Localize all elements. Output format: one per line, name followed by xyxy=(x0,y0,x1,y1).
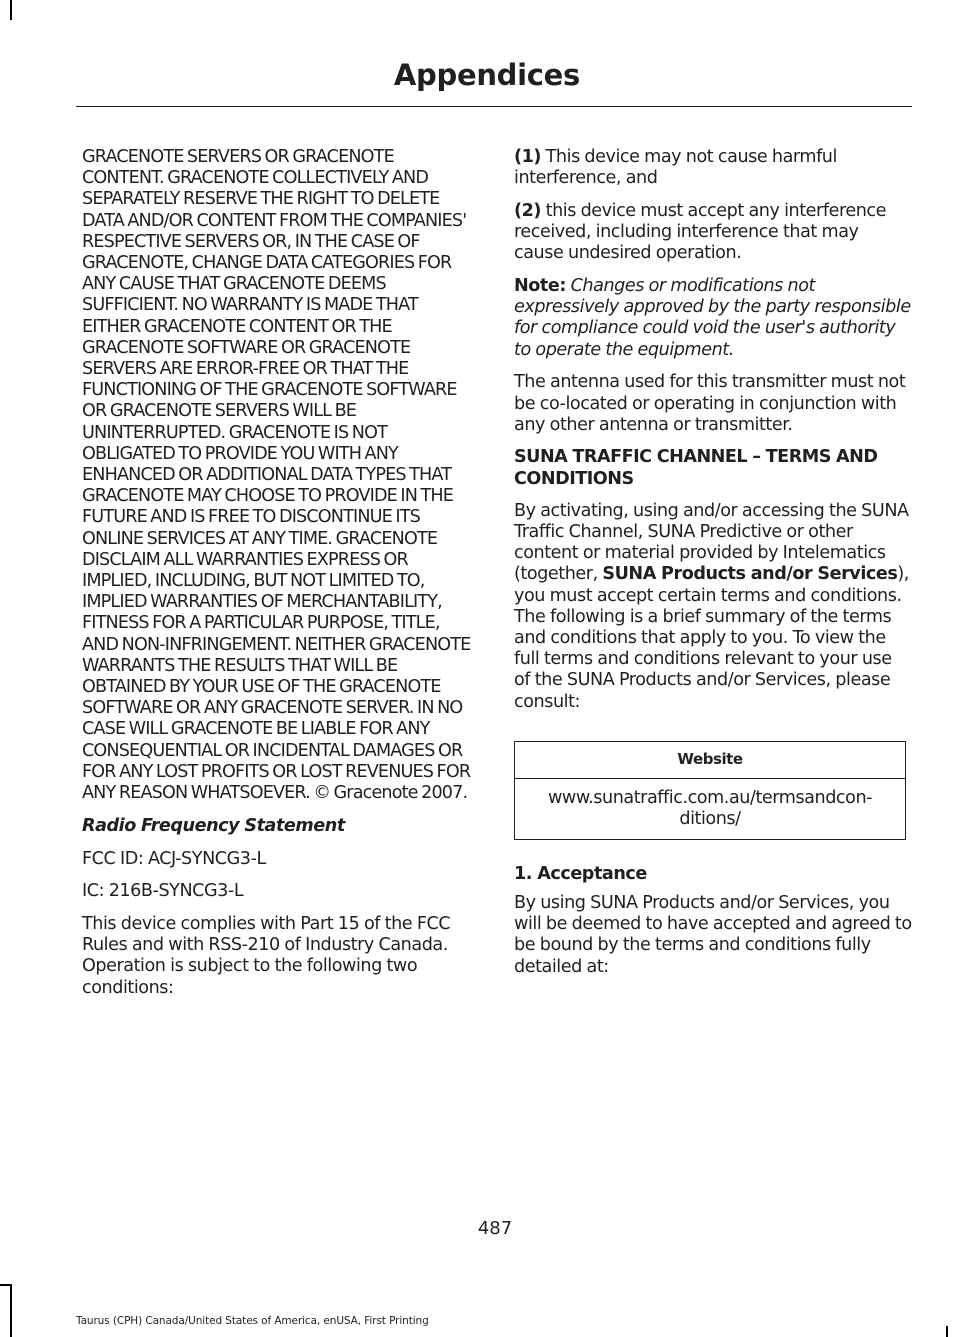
crop-mark-top-left xyxy=(10,0,12,20)
condition-2-text: this device must accept any interference received, including interference that may cause undesired operation. xyxy=(514,200,887,264)
condition-1 xyxy=(514,147,912,189)
suna-intro xyxy=(514,501,912,713)
page-number: 487 xyxy=(477,1218,513,1239)
crop-mark-bottom-left xyxy=(10,1284,12,1337)
website-table xyxy=(514,741,906,840)
crop-mark-bottom-right xyxy=(946,1326,948,1337)
condition-2-number: (2) xyxy=(514,200,541,221)
suna-intro-a: By activating, using and/or accessing the SUNA Traffic Channel, SUNA Predictive or other content or material provided by Intelematics (together, xyxy=(514,500,909,585)
website-table-header: Website xyxy=(515,741,906,778)
website-link[interactable]: www.sunatraffic.com.au/termsandcon-ditions/ xyxy=(515,778,906,839)
condition-2 xyxy=(514,201,912,265)
suna-heading: SUNA TRAFFIC CHANNEL – TERMS AND CONDITIONS xyxy=(514,447,878,489)
note-label: Note: xyxy=(514,276,566,297)
condition-1-text: This device may not cause harmful interference, and xyxy=(514,147,837,189)
suna-intro-b: ), you must accept certain terms and conditions. The following is a brief summary of the terms and conditions that apply to you. To view the full terms and conditions relevant to your use of the SUNA Products and/or Services, please consult: xyxy=(514,564,909,712)
gracenote-disclaimer: GRACENOTE SERVERS OR GRACENOTE CONTENT. GRACENOTE COLLECTIVELY AND SEPARATELY RESERVE THE RIGHT TO DELETE DATA AND/OR CONTENT FROM THE COMPANIES' RESPECTIVE SERVERS OR, IN THE CASE OF GRACENOTE, CHANGE DATA CATEGORIES FOR ANY CAUSE THAT GRACENOTE DEEMS SUFFICIENT. NO WARRANTY IS MADE THAT EITHER GRACENOTE CONTENT OR THE GRACENOTE SOFTWARE OR GRACENOTE SERVERS ARE ERROR-FREE OR THAT THE FUNCTIONING OF THE GRACENOTE SOFTWARE OR GRACENOTE SERVERS WILL BE UNINTERRUPTED. GRACENOTE IS NOT OBLIGATED TO PROVIDE YOU WITH ANY ENHANCED OR ADDITIONAL DATA TYPES THAT GRACENOTE MAY CHOOSE TO PROVIDE IN THE FUTURE AND IS FREE TO DISCONTINUE ITS ONLINE SERVICES AT ANY TIME. GRACENOTE DISCLAIM ALL WARRANTIES EXPRESS OR IMPLIED, INCLUDING, BUT NOT LIMITED TO, IMPLIED WARRANTIES OF MERCHANTABILITY, FITNESS FOR A PARTICULAR PURPOSE, TITLE, AND NON-INFRINGEMENT. NEITHER GRACENOTE WARRANTS THE RESULTS THAT WILL BE OBTAINED BY YOUR USE OF THE GRACENOTE SOFTWARE OR ANY GRACENOTE SERVER. IN NO CASE WILL GRACENOTE BE LIABLE FOR ANY CONSEQUENTIAL OR INCIDENTAL DAMAGES OR FOR ANY LOST PROFITS OR LOST REVENUES FOR ANY REASON WHATSOEVER. © Gracenote 2007. xyxy=(82,147,471,804)
left-column xyxy=(82,147,478,1010)
acceptance-heading: 1. Acceptance xyxy=(514,863,647,884)
edition-footer: Taurus (CPH) Canada/United States of America, enUSA, First Printing xyxy=(76,1315,429,1327)
condition-1-number: (1) xyxy=(514,147,541,167)
header-divider xyxy=(76,106,912,107)
crop-mark-bottom-left-h xyxy=(0,1284,12,1286)
acceptance-text: By using SUNA Products and/or Services, you will be deemed to have accepted and agreed to be bound by the terms and conditions fully detailed at: xyxy=(514,893,912,977)
compliance-statement: This device complies with Part 15 of the FCC Rules and with RSS-210 of Industry Canada. Operation is subject to the following two conditions: xyxy=(82,913,451,998)
note-text: Changes or modifications not expressively approved by the party responsible for compliance could void the user's authority to operate the equipment. xyxy=(514,276,911,360)
right-column xyxy=(514,147,912,989)
page-title: Appendices xyxy=(393,58,580,92)
suna-products-term: SUNA Products and/or Services xyxy=(602,564,898,585)
ic-id: IC: 216B-SYNCG3-L xyxy=(82,881,244,902)
antenna-statement: The antenna used for this transmitter must not be co-located or operating in conjunction with any other antenna or transmitter. xyxy=(514,372,906,435)
radio-frequency-heading: Radio Frequency Statement xyxy=(82,815,345,836)
note xyxy=(514,276,912,361)
fcc-id: FCC ID: ACJ-SYNCG3-L xyxy=(82,848,266,869)
